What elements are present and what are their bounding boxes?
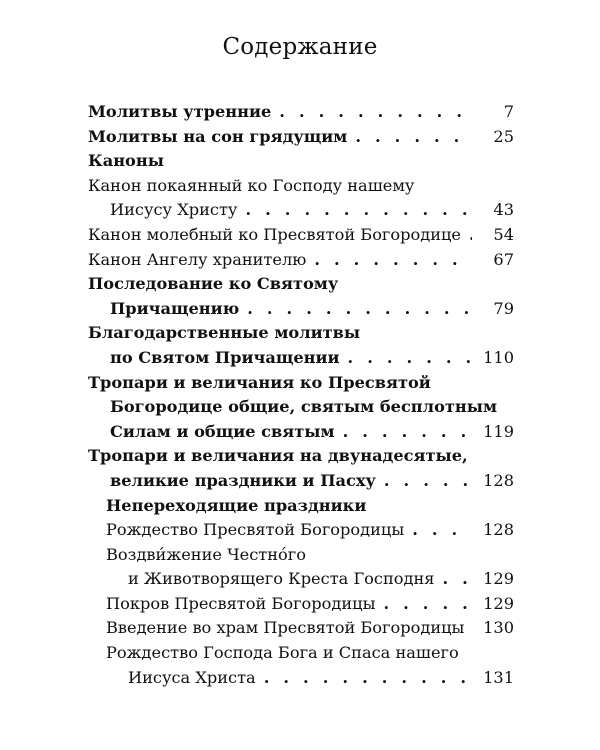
toc-entry-title: Воздви́жение Честно́го — [106, 544, 306, 564]
toc-entry-title: Непереходящие праздники — [106, 495, 367, 515]
toc-entry-title: Иисусу Христу — [110, 200, 238, 220]
toc-entry-title: по Святом Причащении — [110, 347, 340, 367]
toc-entry — [88, 248, 514, 273]
toc-entry-title: Каноны — [88, 151, 164, 171]
toc-entry — [88, 272, 514, 321]
toc-page-number: 129 — [483, 569, 514, 589]
dot-leader — [383, 592, 472, 617]
toc-entry-title: Молитвы утренние — [88, 102, 272, 121]
toc-entry-line — [106, 518, 514, 543]
toc-entry-title: Канон Ангелу хранителю — [88, 249, 307, 269]
dot-leader — [314, 248, 472, 273]
toc-entry-line — [88, 198, 514, 223]
toc-page-number: 54 — [493, 224, 514, 244]
toc-entry-line — [106, 616, 514, 641]
dot-leader — [247, 297, 472, 322]
toc-entry — [88, 149, 514, 174]
dot-leader — [245, 198, 472, 223]
toc-entry — [88, 494, 514, 519]
toc-entry-title: великие праздники и Пасху — [110, 470, 376, 490]
toc-entry — [88, 321, 514, 370]
toc-entry-line — [106, 592, 514, 617]
toc-entry-title: Введение во храм Пресвятой Богородицы — [106, 618, 465, 638]
toc-entry — [88, 641, 514, 690]
toc-entry-title: Последование ко Святому — [88, 274, 339, 294]
toc-page-number: 25 — [493, 126, 514, 146]
toc-entry-title: Канон молебный ко Пресвятой Богородице — [88, 224, 462, 244]
toc-page-number: 131 — [483, 667, 514, 687]
toc-entry — [88, 371, 514, 445]
toc-entry-line — [88, 420, 514, 445]
dot-leader — [384, 469, 472, 494]
toc-entry — [88, 543, 514, 592]
dot-leader — [279, 100, 472, 125]
dot-leader — [343, 420, 472, 445]
toc-entry-title: Молитвы на сон грядущим — [88, 126, 348, 146]
toc-entry-title: Причащению — [110, 298, 240, 318]
toc-entry-line — [88, 125, 514, 150]
toc-entry-title: Тропари и величания ко Пресвятой — [88, 372, 431, 392]
dot-leader — [264, 666, 472, 691]
toc-page-number: 110 — [483, 347, 514, 367]
toc-page-number: 130 — [483, 618, 514, 638]
toc-page-number: 129 — [483, 593, 514, 613]
toc-entry-title: Покров Пресвятой Богородицы — [106, 593, 376, 613]
toc-page-number: 79 — [493, 298, 514, 318]
toc-entry-title: Рождество Пресвятой Богородицы — [106, 520, 405, 540]
toc-entry-title: и Животворящего Креста Господня — [128, 569, 435, 589]
toc-entry — [88, 223, 514, 248]
dot-leader — [355, 125, 472, 150]
toc-entry — [88, 100, 514, 125]
dot-leader — [442, 567, 472, 592]
dot-leader — [469, 223, 472, 248]
dot-leader — [412, 518, 472, 543]
toc-entry-line — [106, 666, 514, 691]
toc-page-number: 7 — [503, 102, 514, 121]
toc-entry-line — [88, 297, 514, 322]
toc-entry-title: Рождество Господа Бога и Спаса нашего — [106, 643, 459, 663]
toc-entry — [88, 592, 514, 617]
page-title: Содержание — [222, 34, 378, 60]
toc-entry-line — [88, 248, 514, 273]
toc-page-number: 119 — [483, 421, 514, 441]
toc-entry-title: Благодарственные молитвы — [88, 323, 361, 343]
dot-leader — [348, 346, 472, 371]
table-of-contents — [88, 100, 514, 690]
toc-entry-line — [88, 100, 514, 125]
toc-page-number: 67 — [493, 249, 514, 269]
toc-entry — [88, 616, 514, 641]
toc-entry — [88, 174, 514, 223]
toc-page-number: 43 — [493, 200, 514, 220]
toc-entry-line — [88, 346, 514, 371]
toc-entry — [88, 125, 514, 150]
toc-page-number: 128 — [483, 470, 514, 490]
toc-entry — [88, 518, 514, 543]
toc-entry-line — [88, 469, 514, 494]
toc-entry-line — [88, 223, 514, 248]
toc-entry-title: Силам и общие святым — [110, 421, 335, 441]
toc-entry-line — [106, 567, 514, 592]
toc-entry-title: Тропари и величания на двунадесятые, — [88, 446, 468, 466]
toc-entry-title: Иисуса Христа — [128, 667, 256, 687]
toc-page-number: 128 — [483, 520, 514, 540]
toc-entry-title: Богородице общие, святым бесплотным — [110, 397, 498, 417]
toc-entry — [88, 444, 514, 493]
toc-entry-title: Канон покаянный ко Господу нашему — [88, 175, 415, 195]
